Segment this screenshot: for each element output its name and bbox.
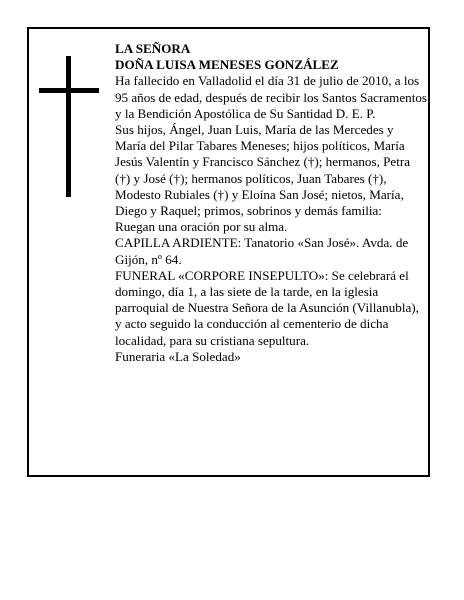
- obituary-notice: [27, 27, 430, 477]
- deceased-name: DOÑA LUISA MENESES GONZÁLEZ: [115, 57, 339, 73]
- prayer-request: Ruegan una oración por su alma.: [115, 219, 288, 235]
- cross-vertical-bar: [66, 56, 71, 197]
- funeral-info: FUNERAL «CORPORE INSEPULTO»: Se celebrará el domingo, día 1, a las siete de la tarde, en la iglesia parroquial de Nuestra Señora de la Asunción (Villanubla), y acto seguido la conducción al cementerio de dicha localidad, para su cristiana sepultura.: [115, 267, 419, 348]
- notice-heading: LA SEÑORA: [115, 41, 191, 56]
- cross-icon: [39, 56, 99, 197]
- family-list: Sus hijos, Ángel, Juan Luis, María de las Mercedes y María del Pilar Tabares Meneses; hijos políticos, María Jesús Valentín y Francisco Sánchez (†); hermanos, Petra (†) y José (†); hermanos políticos, Juan Tabares (†), Modesto Rubiales (†) y Eloína San José; nietos, María, Diego y Raquel; primos, sobrinos y demás familia:: [115, 122, 411, 219]
- funeral-home: Funeraria «La Soledad»: [115, 348, 241, 364]
- notice-text: [115, 41, 427, 365]
- chapel-info: CAPILLA ARDIENTE: Tanatorio «San José». Avda. de Gijón, nº 64.: [115, 235, 409, 267]
- cross-horizontal-bar: [39, 88, 99, 93]
- death-announcement: Ha fallecido en Valladolid el día 31 de julio de 2010, a los 95 años de edad, después de recibir los Santos Sacramentos y la Bendición Apostólica de Su Santidad D. E. P.: [115, 73, 427, 121]
